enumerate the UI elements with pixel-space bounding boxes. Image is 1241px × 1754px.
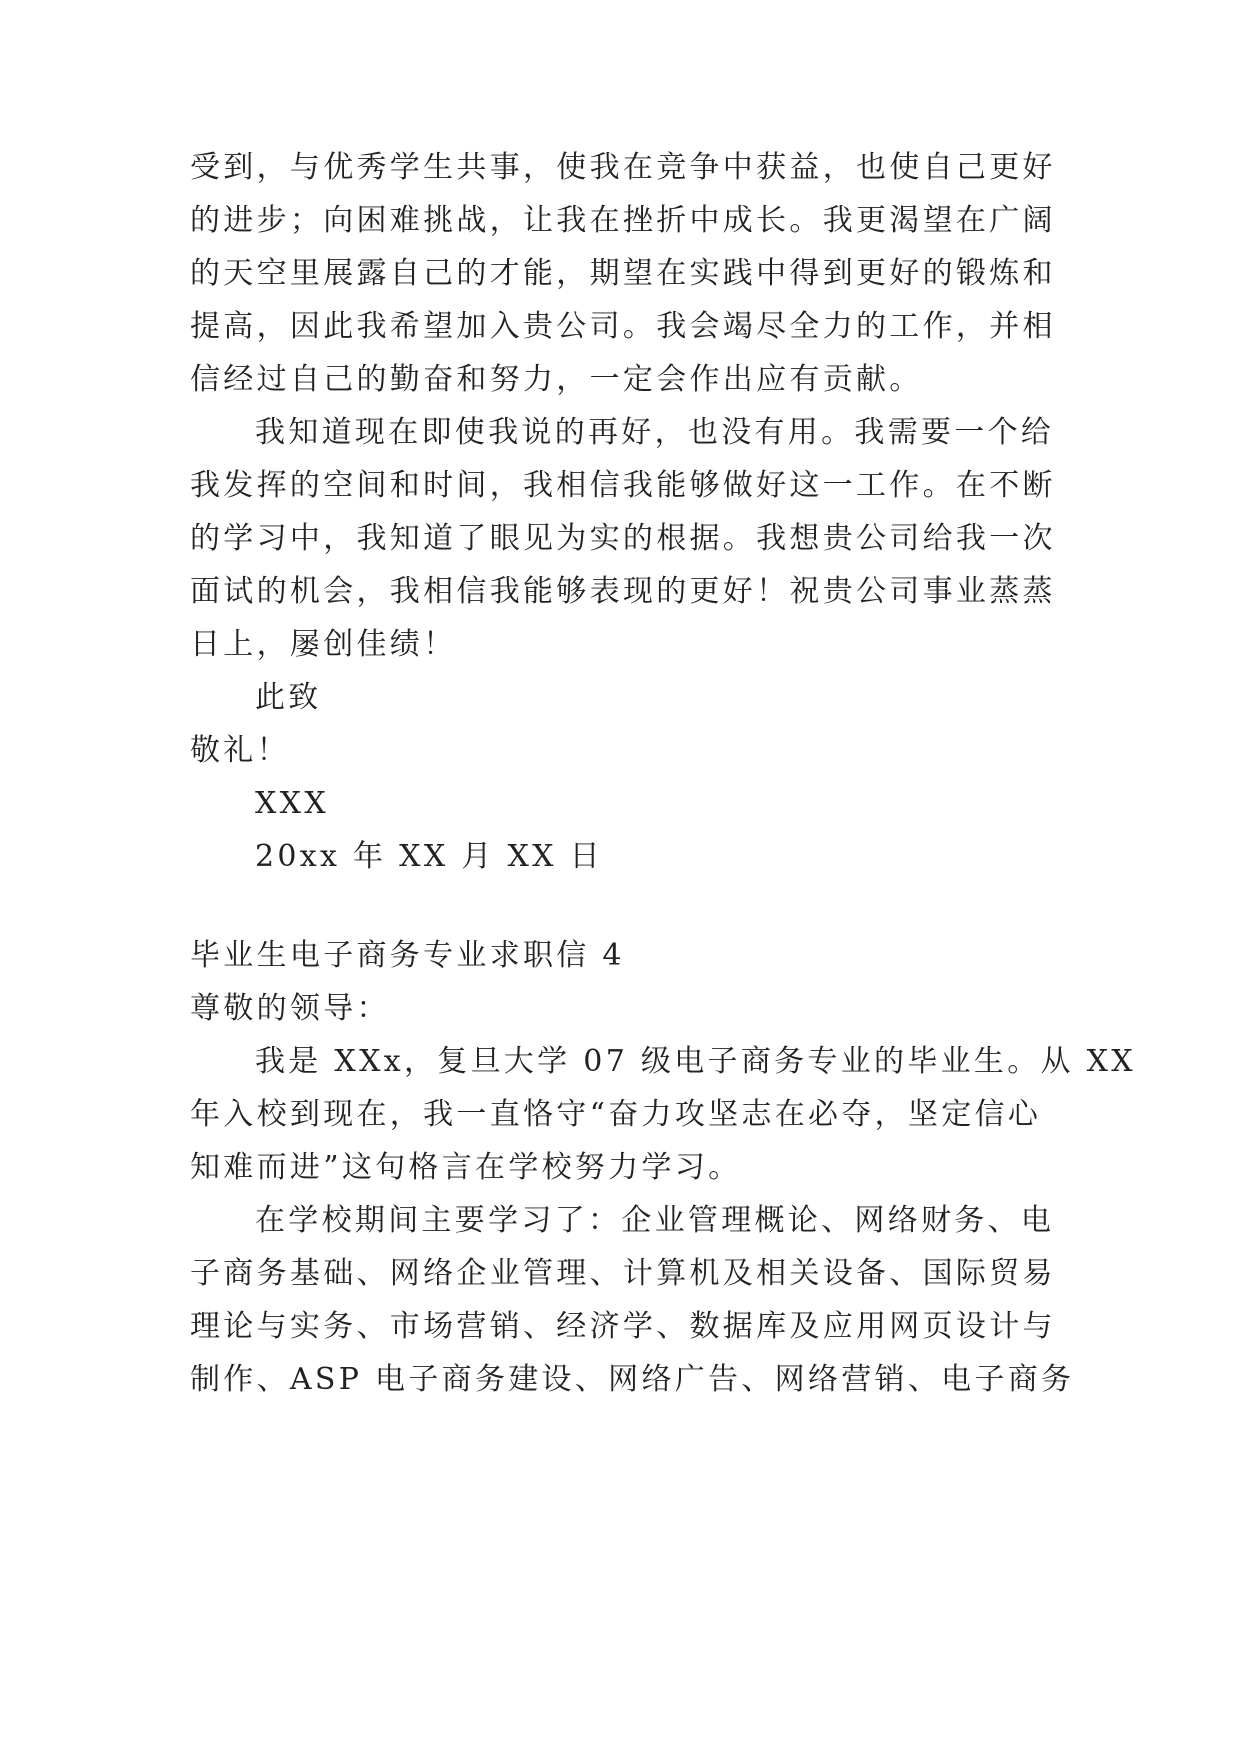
- paragraph-line: 知难而进”这句格言在学校努力学习。: [190, 1150, 742, 1185]
- paragraph-line: 日上，屡创佳绩！: [190, 627, 457, 662]
- greeting: 尊敬的领导：: [190, 991, 390, 1026]
- paragraph-line: 受到，与优秀学生共事，使我在竞争中获益，也使自己更好: [190, 150, 1056, 185]
- paragraph-line: 信经过自己的勤奋和努力，一定会作出应有贡献。: [190, 362, 923, 397]
- section-title: 毕业生电子商务专业求职信 4: [190, 938, 625, 973]
- paragraph-line: 子商务基础、网络企业管理、计算机及相关设备、国际贸易: [190, 1256, 1056, 1291]
- paragraph-line: 我知道现在即使我说的再好，也没有用。我需要一个给: [255, 415, 1055, 450]
- salutation-line-1: 此致: [255, 680, 322, 715]
- paragraph-line: 年入校到现在，我一直恪守“奋力攻坚志在必夺，坚定信心: [190, 1097, 1042, 1132]
- signature: XXX: [255, 786, 329, 821]
- paragraph-line: 的天空里展露自己的才能，期望在实践中得到更好的锻炼和: [190, 256, 1056, 291]
- paragraph-line: 的学习中，我知道了眼见为实的根据。我想贵公司给我一次: [190, 521, 1056, 556]
- paragraph-line: 在学校期间主要学习了：企业管理概论、网络财务、电: [255, 1203, 1055, 1238]
- paragraph-line: 的进步；向困难挑战，让我在挫折中成长。我更渴望在广阔: [190, 203, 1056, 238]
- paragraph-line: 提高，因此我希望加入贵公司。我会竭尽全力的工作，并相: [190, 309, 1056, 344]
- paragraph-line: 我发挥的空间和时间，我相信我能够做好这一工作。在不断: [190, 468, 1056, 503]
- paragraph-line: 面试的机会，我相信我能够表现的更好！祝贵公司事业蒸蒸: [190, 574, 1056, 609]
- salutation-line-2: 敬礼！: [190, 733, 290, 768]
- paragraph-line: 理论与实务、市场营销、经济学、数据库及应用网页设计与: [190, 1309, 1056, 1344]
- paragraph-line: 我是 XXx，复旦大学 07 级电子商务专业的毕业生。从 XX: [255, 1044, 1136, 1079]
- paragraph-line: 制作、ASP 电子商务建设、网络广告、网络营销、电子商务: [190, 1362, 1075, 1397]
- date: 20xx 年 XX 月 XX 日: [255, 839, 603, 874]
